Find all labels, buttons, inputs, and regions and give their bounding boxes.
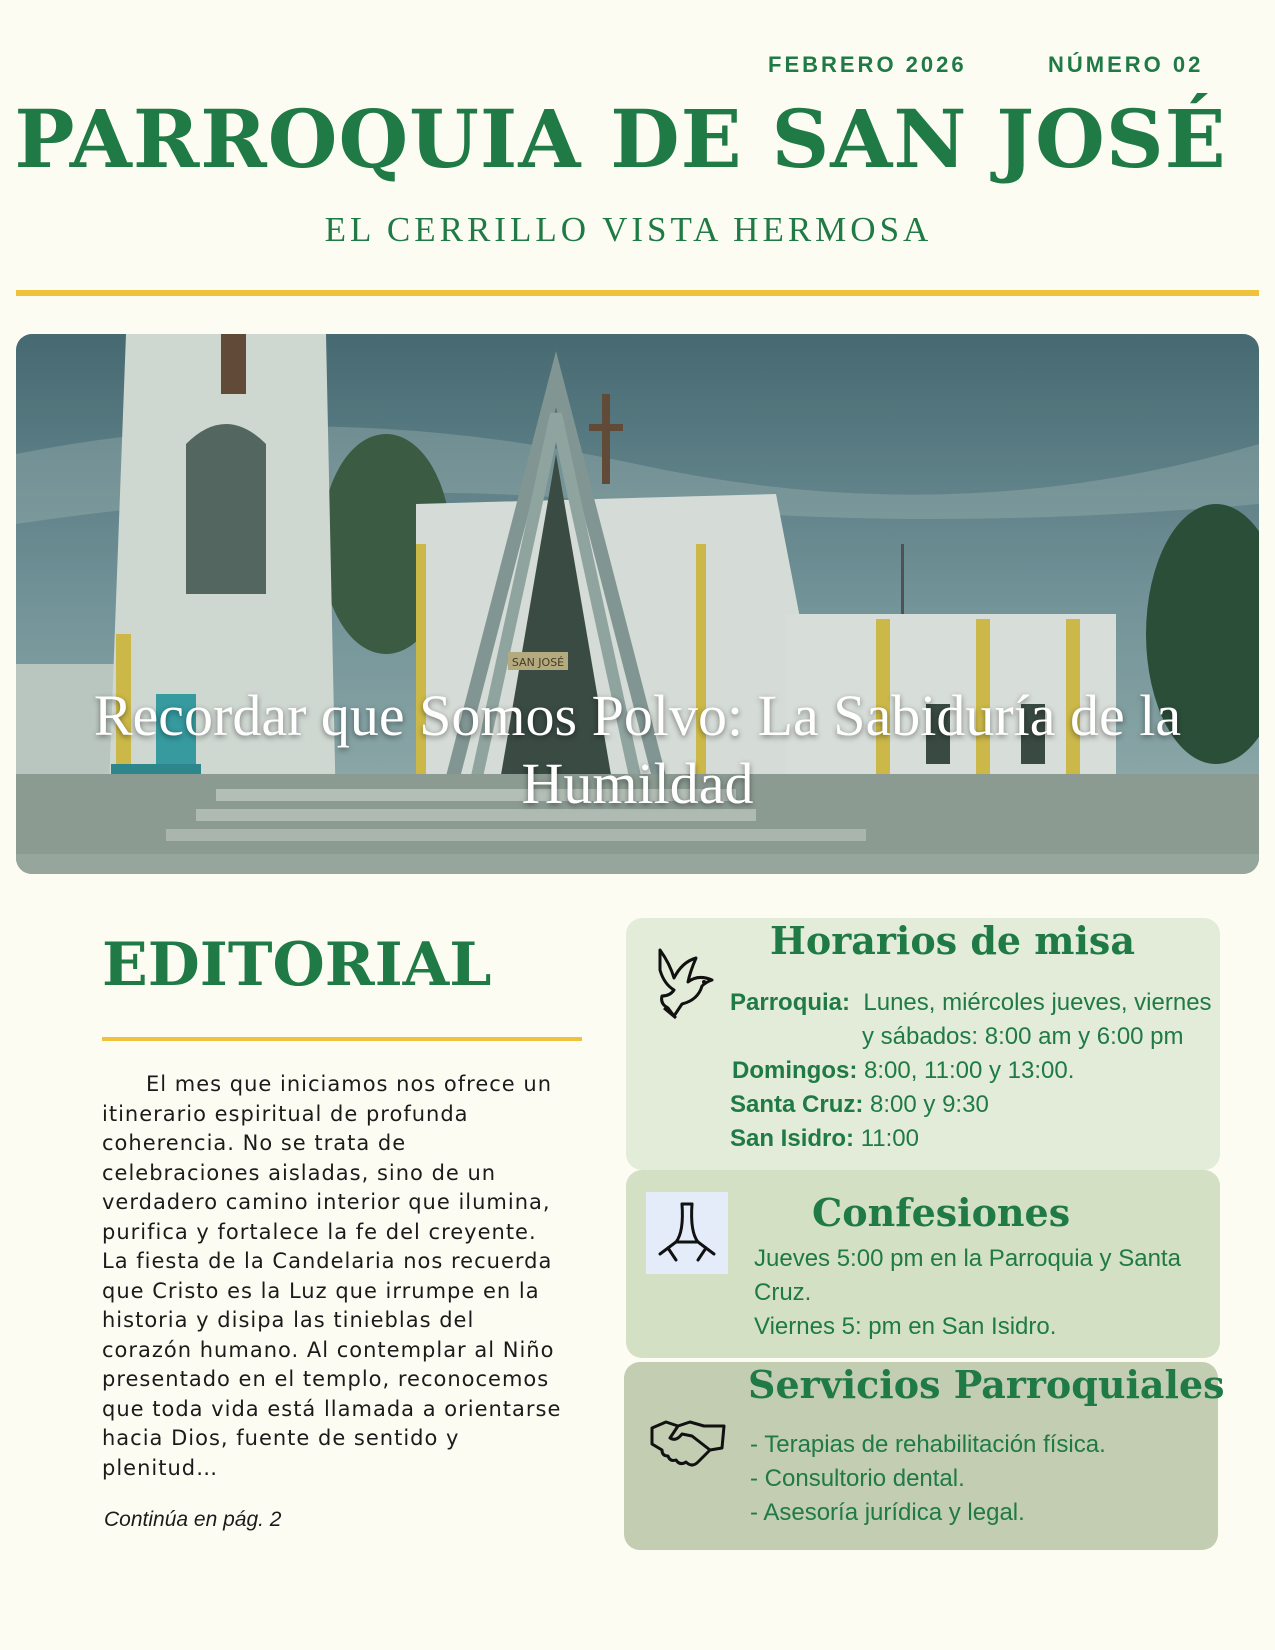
service-item: - Consultorio dental.	[750, 1465, 965, 1492]
confessions-line-1: Jueves 5:00 pm en la Parroquia y Santa Cruz.	[754, 1245, 1181, 1306]
hero-headline: Recordar que Somos Polvo: La Sabiduría de la Humildad	[93, 683, 1182, 816]
handshake-icon	[648, 1414, 728, 1474]
confessions-title: Confesiones	[812, 1190, 1071, 1235]
masthead-subtitle: EL CERRILLO VISTA HERMOSA	[324, 210, 933, 249]
hero-image	[16, 334, 1259, 874]
continue-link[interactable]: Continúa en pág. 2	[104, 1508, 282, 1531]
header-divider	[16, 290, 1259, 296]
issue-date: FEBRERO 2026	[768, 52, 967, 77]
masthead-title: PARROQUIA DE SAN JOSÉ	[14, 92, 1227, 186]
editorial-divider	[102, 1037, 582, 1041]
church-sign-text: SAN JOSÉ	[511, 656, 565, 669]
services-box	[624, 1362, 1225, 1550]
schedule-row-parroquia-cont: y sábados: 8:00 am y 6:00 pm	[862, 1023, 1184, 1050]
service-item: - Asesoría jurídica y legal.	[750, 1499, 1025, 1526]
schedule-row-parroquia: Parroquia: Lunes, miércoles jueves, viernes	[730, 989, 1212, 1016]
services-title: Servicios Parroquiales	[748, 1362, 1225, 1407]
schedule-row-domingos: Domingos: 8:00, 11:00 y 13:00.	[732, 1057, 1075, 1084]
issue-number: NÚMERO 02	[1048, 52, 1204, 77]
service-item: - Terapias de rehabilitación física.	[750, 1431, 1106, 1458]
dove-icon	[652, 944, 722, 1022]
praying-hands-icon	[646, 1192, 728, 1274]
schedule-row-san-isidro: San Isidro: 11:00	[730, 1125, 919, 1152]
editorial-body: El mes que iniciamos nos ofrece un itinerario espiritual de profunda coherencia. No se trata de celebraciones aisladas, sino de un verdadero camino interior que ilumina, purifica y fortalece la fe del creyente. La fiesta de la Candelaria nos recuerda que Cristo es la Luz que irrumpe en la historia y disipa las tinieblas del corazón humano. Al contemplar al Niño presentado en el templo, reconocemos que toda vida está llamada a orientarse hacia Dios, fuente de sentido y plenitud…	[102, 1072, 562, 1480]
editorial-heading: EDITORIAL	[102, 930, 492, 1000]
mass-schedule-title: Horarios de misa	[770, 918, 1135, 963]
mass-schedule-box	[626, 918, 1220, 1170]
confessions-line-2: Viernes 5: pm en San Isidro.	[754, 1313, 1057, 1340]
schedule-row-santa-cruz: Santa Cruz: 8:00 y 9:30	[730, 1091, 989, 1118]
confessions-box	[626, 1170, 1220, 1358]
